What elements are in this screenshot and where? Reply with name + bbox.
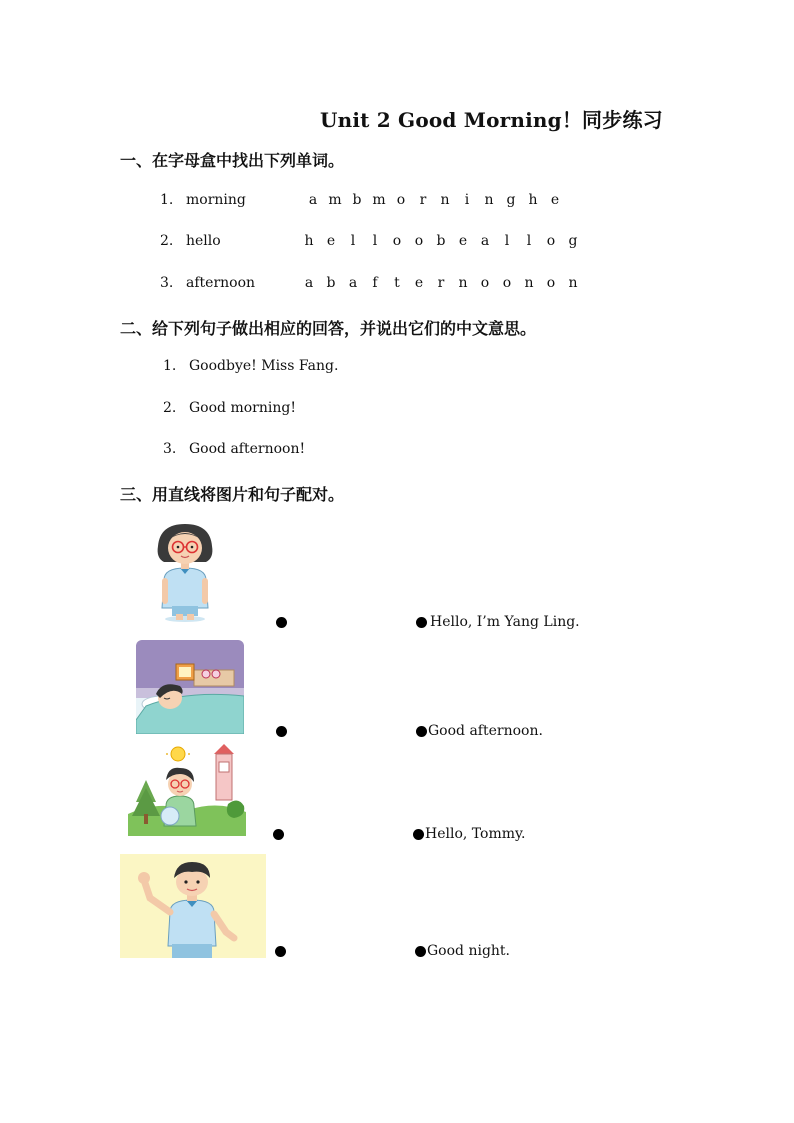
item-number: 1.	[160, 192, 174, 208]
letter: o	[480, 275, 490, 291]
letter: b	[352, 192, 362, 208]
match-dot-left-3[interactable]	[273, 829, 284, 840]
letter: m	[372, 192, 386, 208]
girl-sleeping-picture	[136, 640, 244, 734]
item-text: Good afternoon!	[189, 441, 306, 457]
letter: l	[504, 233, 510, 249]
letter: e	[414, 275, 424, 291]
letter: r	[419, 192, 427, 208]
item-word: hello	[186, 233, 221, 249]
section2-item-3	[163, 441, 305, 457]
letter: l	[350, 233, 356, 249]
letter-box-2	[298, 233, 584, 249]
item-number: 1.	[163, 358, 177, 374]
item-word: morning	[186, 192, 246, 208]
letter: o	[414, 233, 424, 249]
section1-item-1	[160, 192, 246, 208]
letter: o	[396, 192, 406, 208]
section2-item-1	[163, 358, 338, 374]
item-word: afternoon	[186, 275, 256, 291]
match-sentence-4: Good night.	[427, 943, 511, 959]
section3-heading: 三、用直线将图片和句子配对。	[120, 485, 345, 504]
section2-item-2	[163, 400, 296, 416]
letter: n	[524, 275, 534, 291]
letter: b	[436, 233, 446, 249]
letter: a	[304, 275, 314, 291]
item-number: 2.	[160, 233, 174, 249]
letter: l	[526, 233, 532, 249]
page-title: Unit 2 Good Morning！同步练习	[320, 108, 663, 132]
letter: h	[304, 233, 314, 249]
letter: n	[458, 275, 468, 291]
item-text: Good morning!	[189, 400, 296, 416]
letter: g	[506, 192, 516, 208]
letter: t	[394, 275, 400, 291]
match-sentence-2: Good afternoon.	[428, 723, 543, 739]
letter: n	[568, 275, 578, 291]
letter: f	[372, 275, 378, 291]
item-number: 2.	[163, 400, 177, 416]
letter: o	[502, 275, 512, 291]
section1-item-2	[160, 233, 221, 249]
letter: i	[464, 192, 470, 208]
letter: r	[437, 275, 445, 291]
item-number: 3.	[160, 275, 174, 291]
letter: o	[546, 275, 556, 291]
letter: o	[392, 233, 402, 249]
letter: a	[480, 233, 490, 249]
match-dot-right-1[interactable]	[416, 617, 427, 628]
waving-boy-icon	[120, 854, 266, 958]
letter: h	[528, 192, 538, 208]
match-dot-right-2[interactable]	[416, 726, 427, 737]
letter: a	[348, 275, 358, 291]
section1-item-3	[160, 275, 255, 291]
boy-waving-picture	[120, 854, 266, 958]
letter: g	[568, 233, 578, 249]
letter-box-1	[302, 192, 566, 208]
match-dot-left-4[interactable]	[275, 946, 286, 957]
item-text: Goodbye! Miss Fang.	[189, 358, 339, 374]
woman-icon	[150, 518, 220, 624]
match-sentence-1: Hello, I’m Yang Ling.	[430, 614, 580, 630]
letter: o	[546, 233, 556, 249]
section2-heading: 二、给下列句子做出相应的回答，并说出它们的中文意思。	[120, 319, 537, 338]
letter: a	[308, 192, 318, 208]
match-dot-right-4[interactable]	[415, 946, 426, 957]
sleeping-girl-icon	[136, 640, 244, 734]
match-sentence-3: Hello, Tommy.	[425, 826, 526, 842]
item-number: 3.	[163, 441, 177, 457]
letter: e	[550, 192, 560, 208]
letter-box-3	[298, 275, 584, 291]
letter: n	[440, 192, 450, 208]
girl-outdoors-icon	[128, 744, 246, 836]
letter: e	[326, 233, 336, 249]
letter: m	[328, 192, 342, 208]
match-dot-left-1[interactable]	[276, 617, 287, 628]
match-dot-right-3[interactable]	[413, 829, 424, 840]
letter: e	[458, 233, 468, 249]
letter: b	[326, 275, 336, 291]
section1-heading: 一、在字母盒中找出下列单词。	[120, 151, 345, 170]
letter: l	[372, 233, 378, 249]
girl-outdoors-picture	[128, 744, 246, 836]
letter: n	[484, 192, 494, 208]
woman-with-glasses-picture	[150, 518, 220, 624]
match-dot-left-2[interactable]	[276, 726, 287, 737]
